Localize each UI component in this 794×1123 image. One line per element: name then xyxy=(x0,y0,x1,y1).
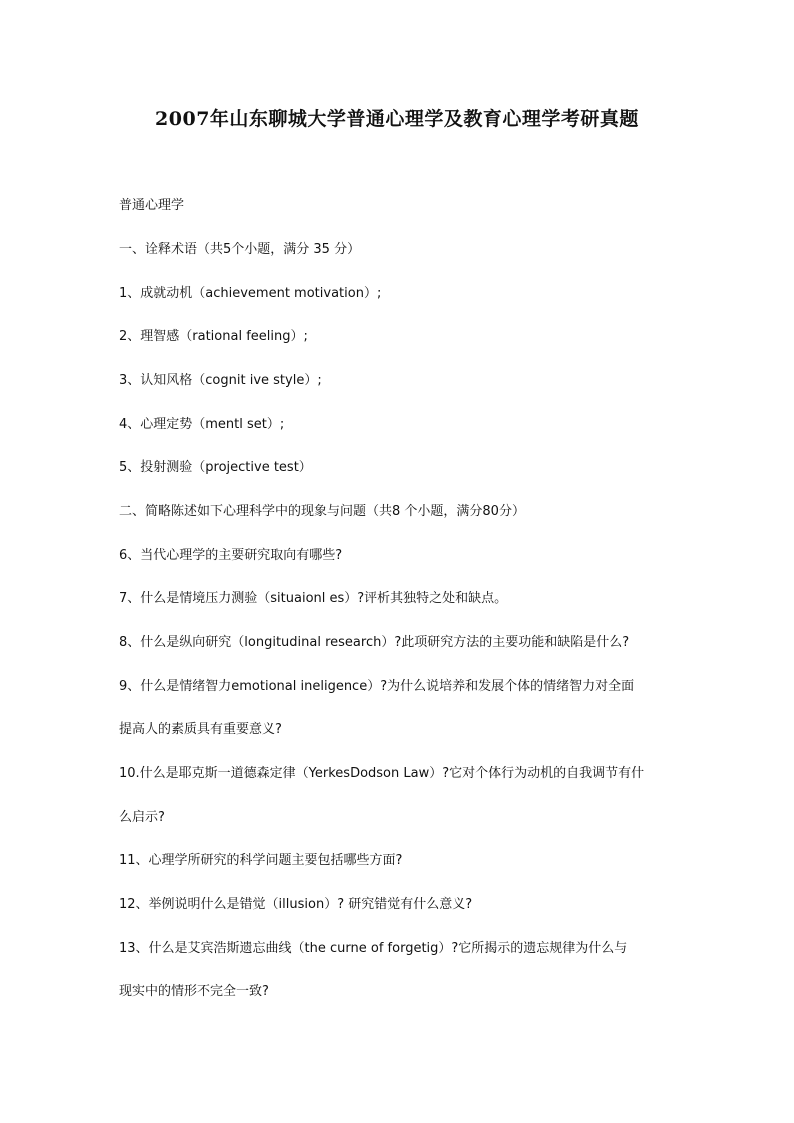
section-heading: 普通心理学 xyxy=(119,198,185,213)
term-item-5: 5、投射测验（projective test） xyxy=(119,460,312,475)
question-line: 11、心理学所研究的科学问题主要包括哪些方面? xyxy=(119,853,403,868)
question-line: 提高人的素质具有重要意义? xyxy=(119,722,282,737)
question-line: 7、什么是情境压力测验（situaionl es）?评析其独特之处和缺点。 xyxy=(119,591,508,606)
term-item-2: 2、理智感（rational feeling）; xyxy=(119,329,308,344)
term-item-3: 3、认知风格（cognit ive style）; xyxy=(119,373,322,388)
question-line: 6、当代心理学的主要研究取向有哪些? xyxy=(119,548,343,563)
question-line: 12、举例说明什么是错觉（illusion）? 研究错觉有什么意义? xyxy=(119,897,473,912)
question-line: 9、什么是情绪智力emotional ineligence）?为什么说培养和发展个体的情绪智力对全面 xyxy=(119,679,635,694)
part2-heading: 二、简略陈述如下心理科学中的现象与问题（共8 个小题，满分80分） xyxy=(119,504,525,519)
question-line: 么启示? xyxy=(119,810,165,825)
question-line: 8、什么是纵向研究（longitudinal research）?此项研究方法的主要功能和缺陷是什么? xyxy=(119,635,630,650)
document-title: 2007年山东聊城大学普通心理学及教育心理学考研真题 xyxy=(155,108,639,130)
question-line: 现实中的情形不完全一致? xyxy=(119,984,269,999)
question-line: 10.什么是耶克斯一道德森定律（YerkesDodson Law）?它对个体行为动机的自我调节有什 xyxy=(119,766,645,781)
question-line: 13、什么是艾宾浩斯遗忘曲线（the curne of forgetig）?它所揭示的遗忘规律为什么与 xyxy=(119,941,628,956)
term-item-4: 4、心理定势（mentl set）; xyxy=(119,417,285,432)
part1-heading: 一、诠释术语（共5个小题，满分 35 分） xyxy=(119,242,361,257)
term-item-1: 1、成就动机（achievement motivation）; xyxy=(119,286,382,301)
